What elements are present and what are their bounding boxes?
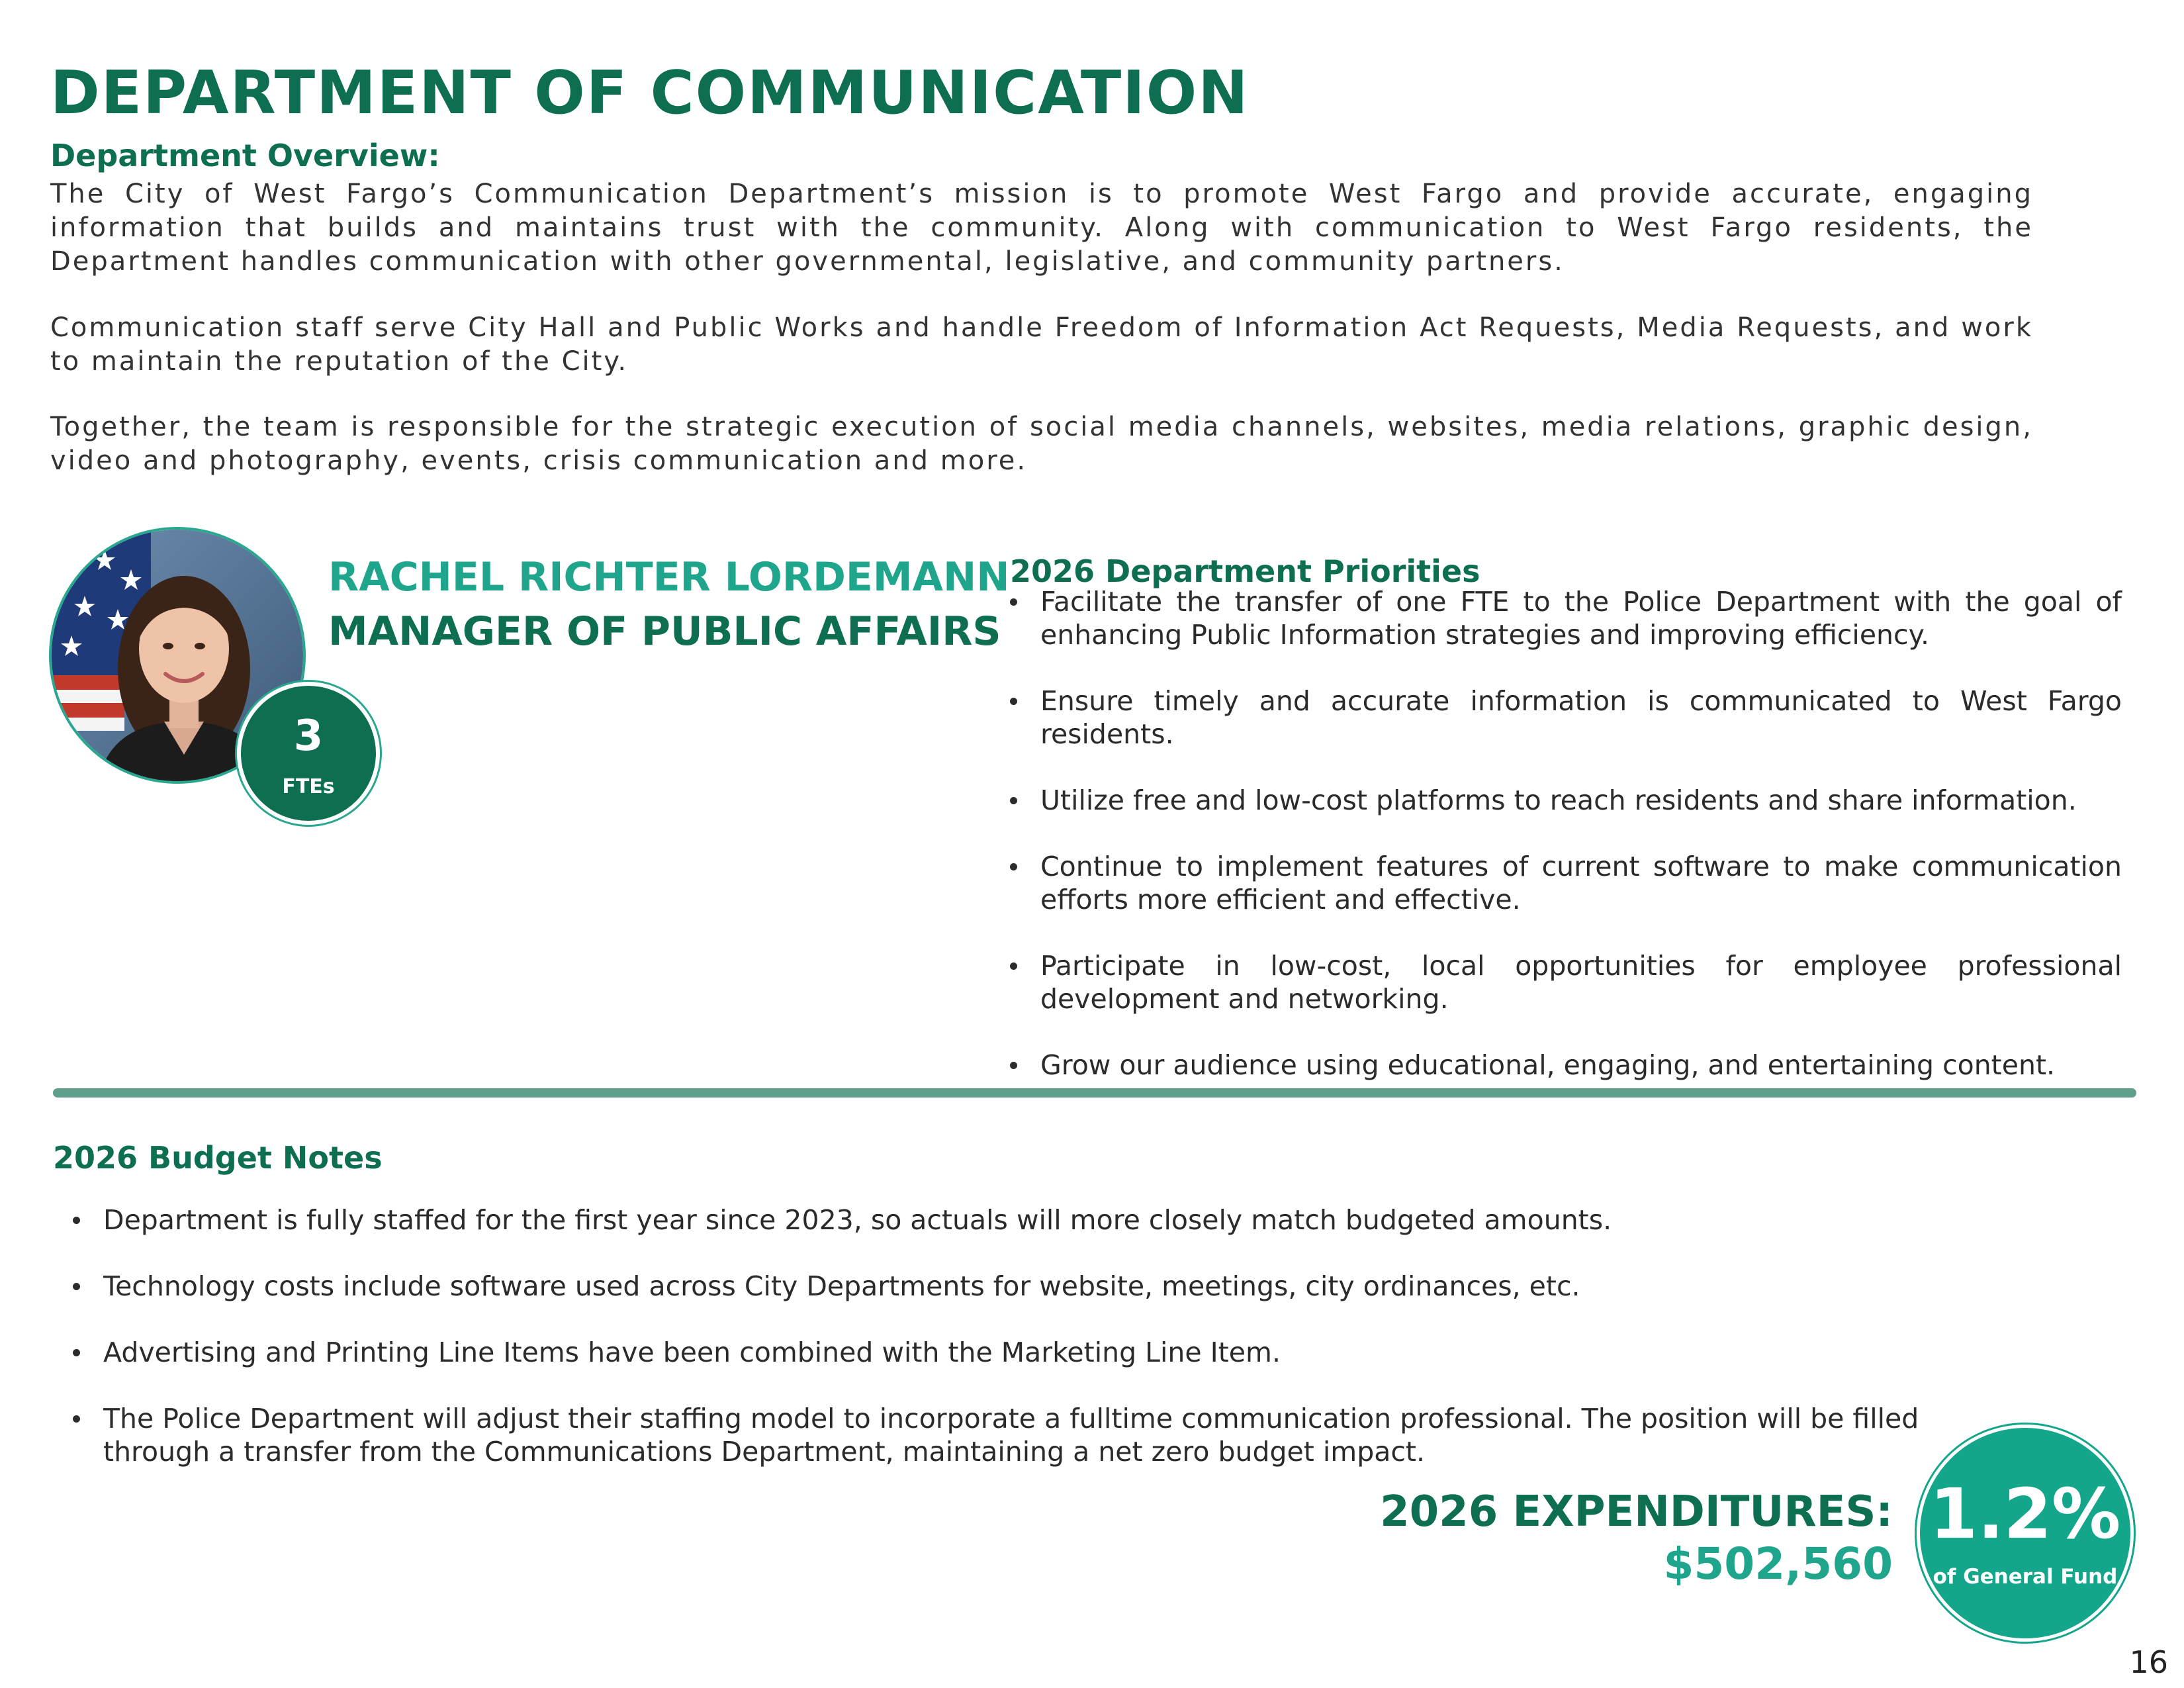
bullet-icon [1010, 863, 1017, 870]
general-fund-label: of General Fund [1933, 1565, 2118, 1589]
page-title: DEPARTMENT OF COMMUNICATION [50, 58, 1250, 128]
bullet-icon [73, 1349, 80, 1356]
overview-paragraph-3: Together, the team is responsible for the strategic execution of social media channels, websites, media relations, graphic design, video and photography, events, crisis communication and more. [50, 412, 2033, 476]
expenditures-amount: $502,560 [1663, 1538, 1893, 1589]
page-number: 16 [2129, 1644, 2168, 1680]
overview-heading: Department Overview: [50, 138, 440, 173]
manager-name: RACHEL RICHTER LORDEMANN [328, 554, 1010, 600]
budget-note-item: Department is fully staffed for the first year since 2023, so actuals will more closely match budgeted amounts. [103, 1203, 1976, 1237]
overview-paragraph-2: Communication staff serve City Hall and Public Works and handle Freedom of Information Act Requests, Media Requests, and work to maintain the reputation of the City. [50, 312, 2033, 377]
general-fund-badge [1917, 1425, 2134, 1642]
priority-item: Facilitate the transfer of one FTE to the Police Department with the goal of enhancing Public Information strategies and improving efficiency. [1040, 585, 2122, 651]
bullet-icon [1010, 797, 1017, 804]
expenditures-label: 2026 EXPENDITURES: [1380, 1487, 1893, 1536]
fte-count: 3 [293, 712, 324, 761]
priorities-list [1040, 585, 2122, 1082]
bullet-icon [73, 1283, 80, 1290]
budget-note-item: Advertising and Printing Line Items have been combined with the Marketing Line Item. [103, 1336, 1976, 1369]
priorities-heading: 2026 Department Priorities [1010, 553, 1480, 589]
budget-note-item: Technology costs include software used across City Departments for website, meetings, city ordinances, etc. [103, 1270, 1976, 1303]
budget-notes-heading: 2026 Budget Notes [53, 1140, 383, 1176]
bullet-icon [73, 1415, 80, 1423]
overview-paragraph-1: The City of West Fargo’s Communication Department’s mission is to promote West Fargo and provide accurate, engaging information that builds and maintains trust with the community. Along with communication to West Fargo residents, the Department handles communication with other governmental, legislative, and community partners. [50, 179, 2033, 277]
bullet-icon [1010, 962, 1017, 970]
budget-note-item: The Police Department will adjust their staffing model to incorporate a fulltime communication professional. The position will be filled through a transfer from the Communications Department, maintaining a net zero budget impact. [103, 1402, 1976, 1468]
bullet-icon [1010, 598, 1017, 606]
budget-notes-list [103, 1203, 1976, 1468]
bullet-icon [1010, 698, 1017, 705]
priority-item: Continue to implement features of current software to make communication efforts more efficient and effective. [1040, 850, 2122, 916]
priority-item: Ensure timely and accurate information is communicated to West Fargo residents. [1040, 684, 2122, 751]
fte-label: FTEs [282, 775, 335, 798]
fte-badge [237, 682, 380, 825]
bullet-icon [73, 1217, 80, 1224]
section-divider [53, 1088, 2136, 1098]
bullet-icon [1010, 1062, 1017, 1069]
general-fund-percent: 1.2% [1929, 1474, 2121, 1554]
priority-item: Participate in low-cost, local opportunities for employee professional development and networking. [1040, 949, 2122, 1015]
priority-item: Grow our audience using educational, engaging, and entertaining content. [1040, 1049, 2122, 1082]
manager-role: MANAGER OF PUBLIC AFFAIRS [328, 608, 1001, 655]
priority-item: Utilize free and low-cost platforms to reach residents and share information. [1040, 784, 2122, 817]
